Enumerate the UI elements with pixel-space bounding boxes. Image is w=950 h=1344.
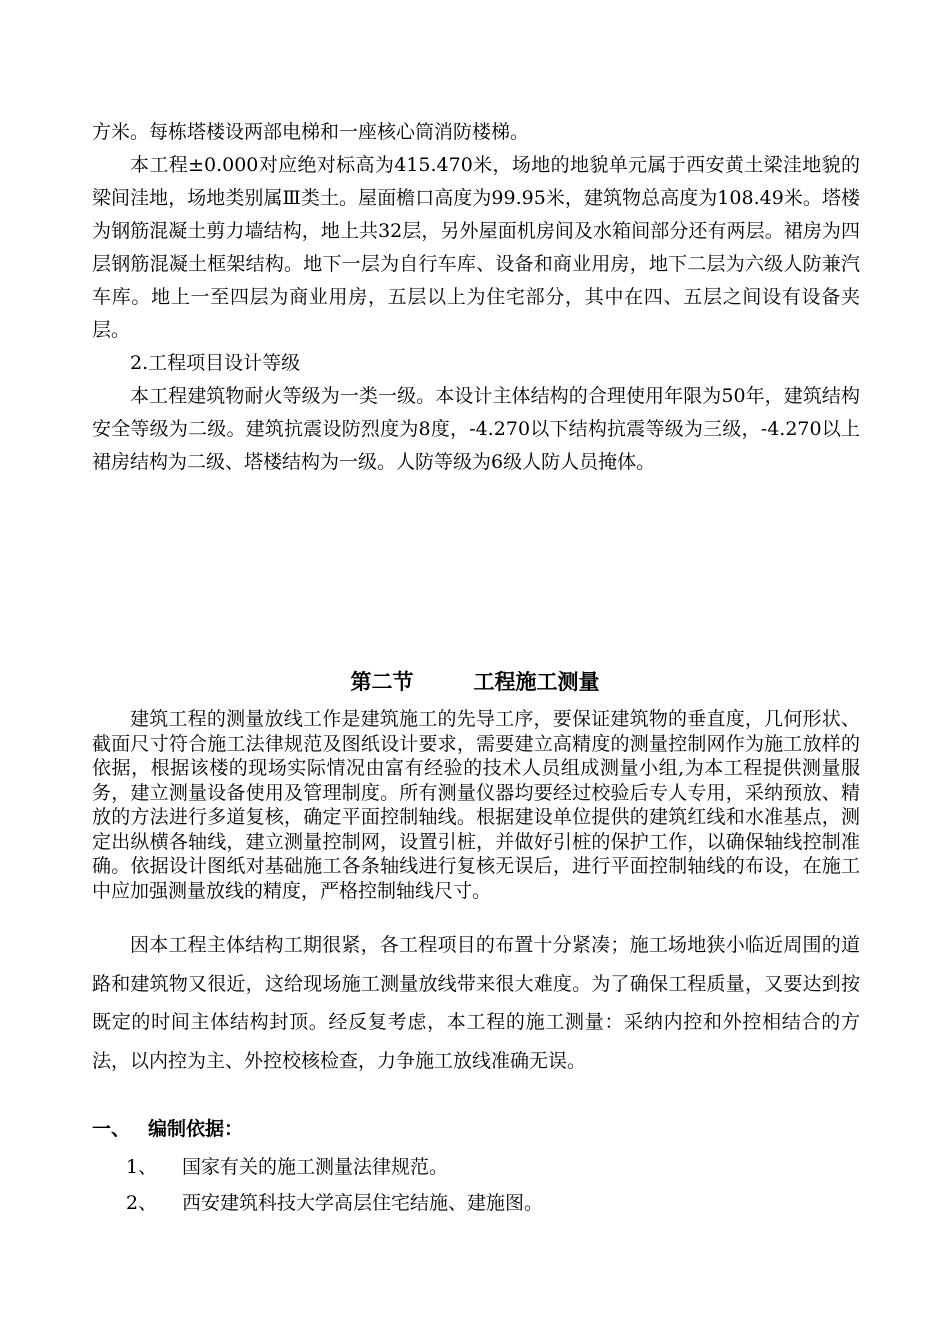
paragraph-survey-intro: 建筑工程的测量放线工作是建筑施工的先导工序，要保证建筑物的垂直度，几何形状、截面尺寸符合施工法律规范及图纸设计要求，需要建立高精度的测量控制网作为施工放样的依据，根据该楼的现场实际情况由富有经验的技术人员组成测量小组,为本工程提供测量服务，建立测量设备使用及管理制度。所有测量仪器均要经过校验后专人专用，采纳预放、精放的方法进行多道复核，确定平面控制轴线。根据建设单位提供的建筑红线和水准基点，测定出纵横各轴线，建立测量控制网，设置引桩，并做好引桩的保护工作，以确保轴线控制准确。依据设计图纸对基础施工各条轴线进行复核无误后，进行平面控制轴线的布设，在施工中应加强测量放线的精度，严格控制轴线尺寸。 [92,708,860,902]
section-title: 工程施工测量 [473,670,600,694]
section-heading [0,666,950,696]
subsection-title: 编制依据： [148,1118,244,1140]
list-item-number: 2、 [126,1192,158,1214]
paragraph-design-level: 本工程建筑物耐火等级为一类一级。本设计主体结构的合理使用年限为50年，建筑结构安全等级为二级。建筑抗震设防烈度为8度，-4.270以下结构抗震等级为三级，-4.270以上裙房结构为二级、塔楼结构为一级。人防等级为6级人防人员掩体。 [92,385,860,473]
survey-method-section [92,926,860,1080]
list-item [126,1152,448,1179]
survey-intro-section [92,707,860,903]
list-item-text: 国家有关的施工测量法律规范。 [182,1156,449,1178]
subsection-heading [92,1114,243,1141]
subsection-number: 一、 [92,1118,131,1140]
paragraph-continuation: 方米。每栋塔楼设两部电梯和一座核心筒消防楼梯。 [92,121,530,143]
project-overview-section [92,116,860,479]
list-item [126,1188,543,1215]
list-item-text: 西安建筑科技大学高层住宅结施、建施图。 [182,1192,544,1214]
section-number: 第二节 [350,670,414,694]
list-item-number: 1、 [126,1156,158,1178]
paragraph-survey-method: 因本工程主体结构工期很紧，各工程项目的布置十分紧凑；施工场地狭小临近周围的道路和建筑物又很近，这给现场施工测量放线带来很大难度。为了确保工程质量，又要达到按既定的时间主体结构封顶。经反复考虑，本工程的施工测量：采纳内控和外控相结合的方法，以内控为主、外控校核检查，力争施工放线准确无误。 [92,934,860,1072]
paragraph-design-level-heading: 2.工程项目设计等级 [130,352,301,374]
paragraph-elevation: 本工程±0.000对应绝对标高为415.470米，场地的地貌单元属于西安黄土梁洼地貌的梁间洼地，场地类别属Ⅲ类土。屋面檐口高度为99.95米，建筑物总高度为108.49米。塔楼为钢筋混凝土剪力墙结构，地上共32层，另外屋面机房间及水箱间部分还有两层。裙房为四层钢筋混凝土框架结构。地下一层为自行车库、设备和商业用房，地下二层为六级人防兼汽车库。地上一至四层为商业用房，五层以上为住宅部分，其中在四、五层之间设有设备夹层。 [92,154,860,341]
